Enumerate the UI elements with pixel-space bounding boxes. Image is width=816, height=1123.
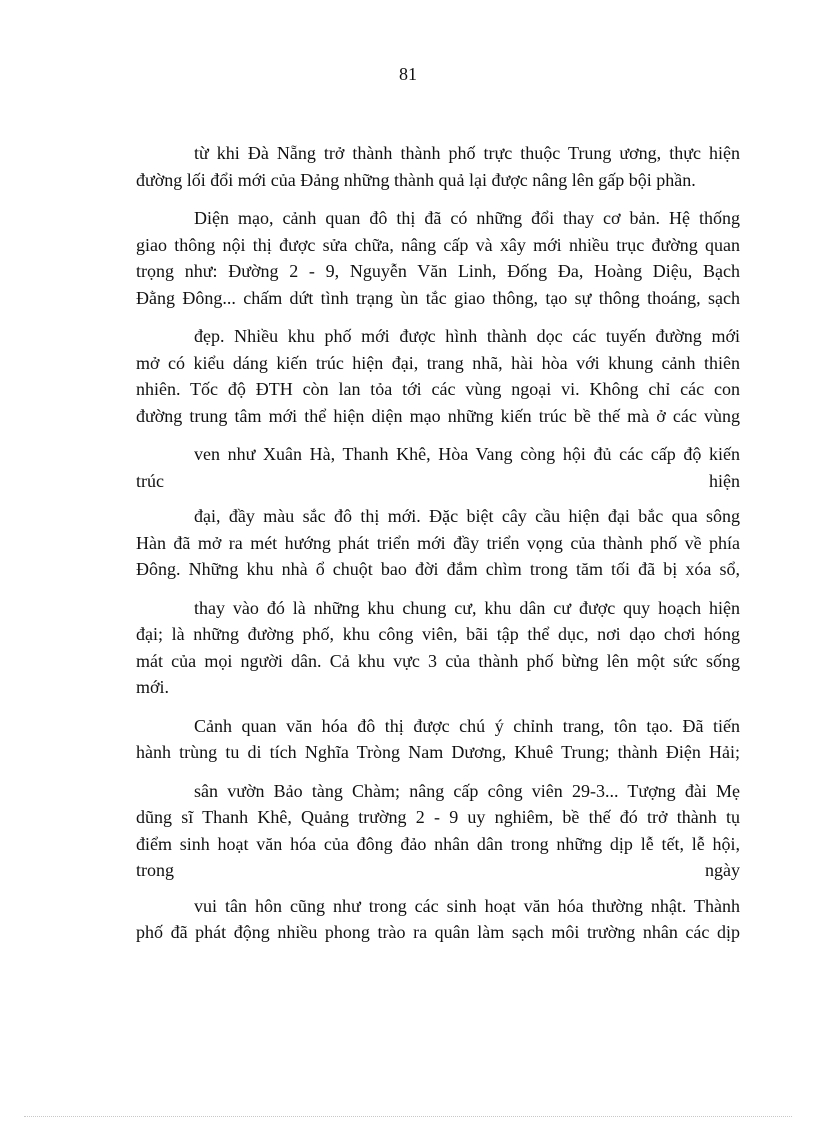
text-line: hành trùng tu di tích Nghĩa Tròng Nam Dương, Khuê Trung; thành Điện Hải;	[136, 742, 740, 762]
text-line: đại; là những đường phố, khu công viên, bãi tập thể dục, nơi dạo chơi hóng	[136, 624, 740, 644]
text-line: Diện mạo, cảnh quan đô thị đã có những đổi thay cơ bản. Hệ thống	[194, 208, 740, 228]
page-bottom-rule	[24, 1116, 792, 1117]
text-line: vui tân hôn cũng như trong các sinh hoạt văn hóa thường nhật. Thành	[194, 895, 740, 916]
paragraph-gap	[136, 494, 740, 503]
paragraph	[136, 441, 740, 494]
text-line: sân vườn Bảo tàng Chàm; nâng cấp công viên 29-3... Tượng đài Mẹ	[194, 780, 740, 801]
text-line: trong ngày	[136, 860, 740, 880]
text-line: trúc hiện	[136, 470, 740, 491]
text-line: giao thông nội thị được sửa chữa, nâng cấp và xây mới nhiều trục đường quan	[136, 234, 740, 255]
text-line: đường lối đổi mới của Đảng những thành quả lại được nâng lên gấp bội phần.	[136, 169, 696, 190]
document-body	[136, 140, 740, 946]
text-line: từ khi Đà Nẵng trở thành thành phố trực thuộc Trung ương, thực hiện	[194, 143, 740, 163]
text-line: dũng sĩ Thanh Khê, Quảng trường 2 - 9 uy nghiêm, bề thế đó trở thành tụ	[136, 807, 740, 827]
text-line: đại, đầy màu sắc đô thị mới. Đặc biệt cây cầu hiện đại bắc qua sông	[194, 506, 740, 526]
text-line: đường trung tâm mới thể hiện diện mạo những kiến trúc bề thế mà ở các vùng	[136, 405, 740, 426]
text-line: thay vào đó là những khu chung cư, khu dân cư được quy hoạch hiện	[194, 597, 740, 618]
paragraph-gap	[136, 311, 740, 323]
paragraph	[136, 503, 740, 583]
text-line: Cảnh quan văn hóa đô thị được chú ý chỉnh trang, tôn tạo. Đã tiến	[194, 715, 740, 736]
text-line: Đằng Đông... chấm dứt tình trạng ùn tắc giao thông, tạo sự thông thoáng, sạch	[136, 287, 740, 308]
paragraph-gap	[136, 583, 740, 595]
paragraph-gap	[136, 193, 740, 205]
text-line: điểm sinh hoạt văn hóa của đông đảo nhân dân trong những dịp lễ tết, lễ hội,	[136, 833, 740, 854]
paragraph-gap	[136, 429, 740, 441]
paragraph	[136, 893, 740, 946]
paragraph	[136, 205, 740, 311]
paragraph-gap	[136, 884, 740, 893]
paragraph	[136, 140, 740, 193]
page-number: 81	[399, 64, 417, 84]
paragraph-gap	[136, 766, 740, 778]
text-line: Hàn đã mở ra mét hướng phát triển mới đầy triển vọng của thành phố về phía	[136, 532, 740, 553]
text-line: mở có kiểu dáng kiến trúc hiện đại, trang nhã, hài hòa với khung cảnh thiên	[136, 352, 740, 373]
paragraph	[136, 595, 740, 701]
text-line: Đông. Những khu nhà ổ chuột bao đời đắm chìm trong tăm tối đã bị xóa sổ,	[136, 559, 740, 579]
paragraph	[136, 323, 740, 429]
text-line: phố đã phát động nhiều phong trào ra quân làm sạch môi trường nhân các dịp	[136, 922, 740, 942]
text-line: trọng như: Đường 2 - 9, Nguyễn Văn Linh, Đống Đa, Hoàng Diệu, Bạch	[136, 261, 740, 281]
text-line: nhiên. Tốc độ ĐTH còn lan tỏa tới các vùng ngoại vi. Không chỉ các con	[136, 379, 740, 399]
text-line: ven như Xuân Hà, Thanh Khê, Hòa Vang còng hội đủ các cấp độ kiến	[194, 444, 740, 464]
paragraph	[136, 713, 740, 766]
text-line: mới.	[136, 677, 170, 697]
text-line: mát của mọi người dân. Cả khu vực 3 của thành phố bừng lên một sức sống	[136, 650, 740, 671]
paragraph	[136, 778, 740, 884]
text-line: đẹp. Nhiều khu phố mới được hình thành dọc các tuyến đường mới	[194, 326, 740, 346]
paragraph-gap	[136, 701, 740, 713]
